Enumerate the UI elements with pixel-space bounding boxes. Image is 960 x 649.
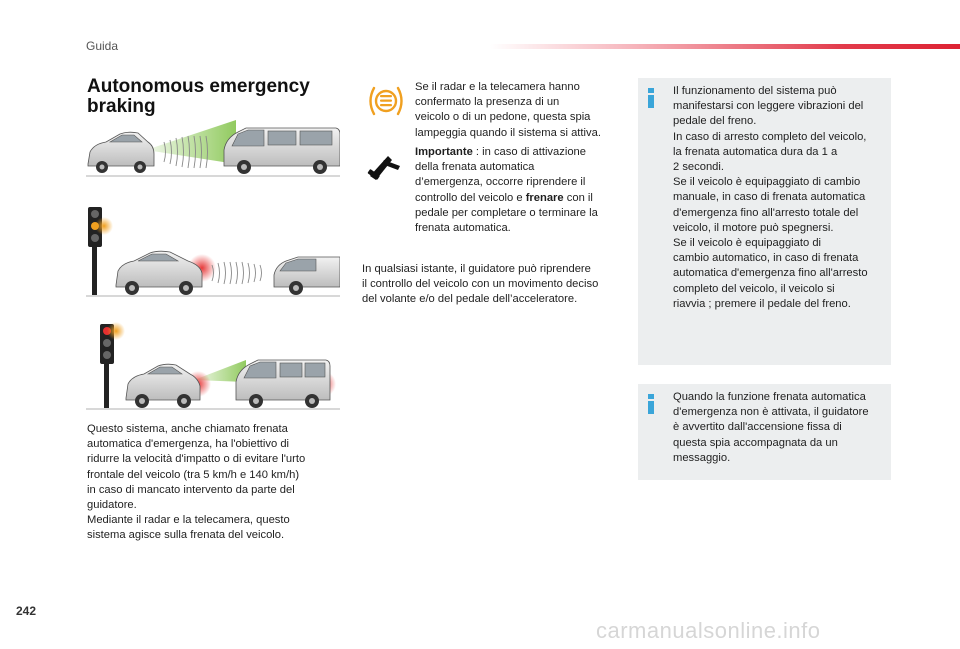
radar-beam <box>146 120 236 164</box>
brake-pedal-icon <box>366 152 402 182</box>
page-title: Autonomous emergency braking <box>87 76 310 117</box>
emergency-braking-warning-icon <box>366 84 406 118</box>
van-shape <box>224 128 340 174</box>
illustration-van-braking-behind-car <box>86 320 340 412</box>
info-box-deactivated: Quando la funzione frenata automatica d'emergenza non è attivata, il guidatore è avvertito dall'accensione fissa di questa spia accompagnata da un messaggio. <box>638 384 891 480</box>
van-shape <box>236 360 330 408</box>
car-shape <box>126 364 200 408</box>
traffic-light <box>100 322 125 408</box>
van-shape <box>274 257 340 295</box>
info-icon <box>648 88 654 108</box>
section-header: Guida <box>86 39 119 53</box>
radar-waves <box>212 262 262 284</box>
info-icon <box>648 394 654 414</box>
important-note: Importante : in caso di attivazione della frenata automatica d’emergenza, occorre riprendere il controllo del veicolo e frenare con il pedale per completare o terminare la frenata automatica. <box>415 146 598 235</box>
info-box-operation: Il funzionamento del sistema può manifestarsi con leggere vibrazioni del pedale del freno. In caso di arresto completo del veicolo, la frenata automatica dura da 1 a 2 secondi. Se il veicolo è equipaggiato di cambio manuale, in caso di frenata automatica d'emergenza fino all'arresto totale del veicolo, il motore può spegnersi. Se il veicolo è equipaggiato di cambio automatico, in caso di frenata automatica d'emergenza fino all'arresto completo del veicolo, il veicolo si riavvia ; premere il pedale del freno. <box>638 78 891 365</box>
page-number: 242 <box>16 604 37 618</box>
car-shape <box>116 251 202 295</box>
intro-paragraph: Questo sistema, anche chiamato frenata automatica d'emergenza, ha l'obiettivo di ridurre la velocità d'impatto o di evitare l'urto frontale del veicolo (tra 5 km/h e 140 km/h) in caso di mancato intervento da parte del guidatore. Mediante il radar e la telecamera, questo sistema agisce sulla frenata del veicolo. <box>87 423 306 542</box>
lamp-description: Se il radar e la telecamera hanno confermato la presenza di un veicolo o di un pedone, questa spia lampeggia quando il sistema si attiva. <box>415 81 601 139</box>
car-shape <box>88 132 154 173</box>
override-paragraph: In qualsiasi istante, il guidatore può riprendere il controllo del veicolo con un movimento deciso del volante e/o del pedale dell’acceleratore. <box>362 263 599 306</box>
illustration-car-approaching-van <box>86 120 340 180</box>
header-accent-bar <box>490 44 960 49</box>
traffic-light <box>88 207 113 295</box>
watermark: carmanualsonline.info <box>596 618 821 643</box>
illustration-car-braking-at-light <box>86 205 340 300</box>
